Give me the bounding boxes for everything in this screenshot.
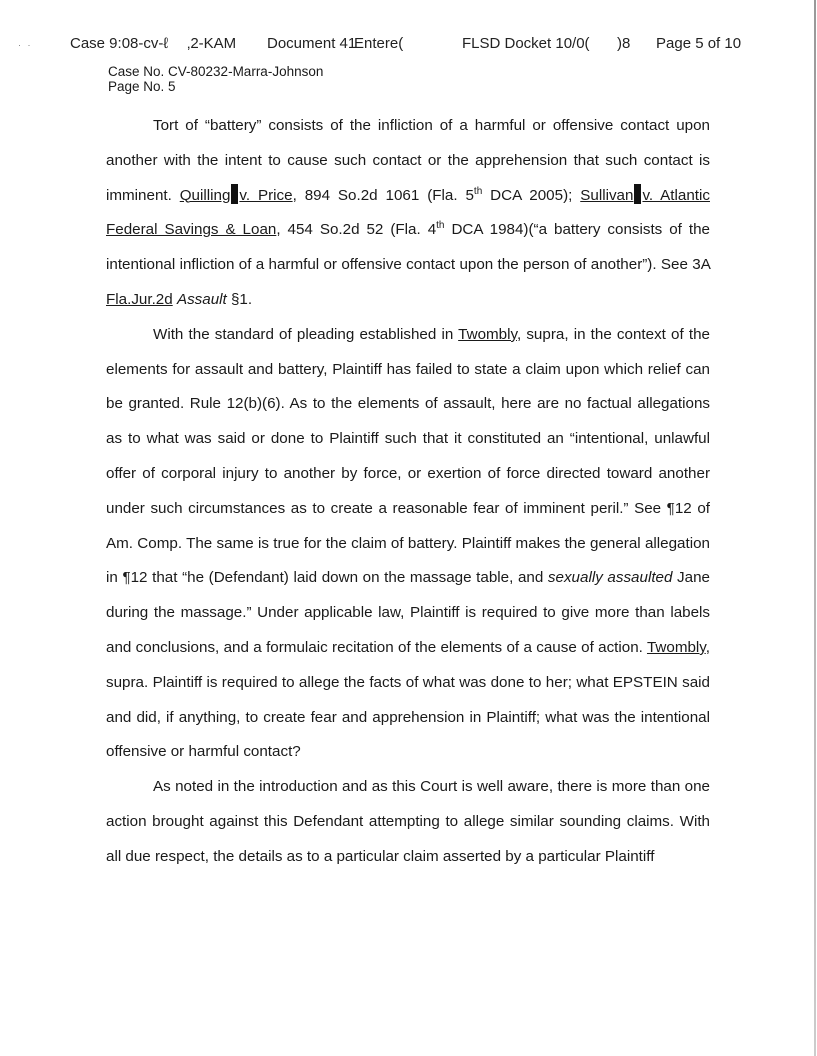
header-case-number: Case 9:08-cv-ℓ (70, 35, 169, 52)
header-entered: Entere( (354, 35, 404, 52)
case-citation-sullivan: Sullivan v. Atlantic Federal Savings & Loan (106, 187, 710, 239)
scan-artifact: · · (18, 40, 33, 50)
redaction-bar (634, 184, 641, 204)
header-document-number: Document 41 (267, 35, 357, 52)
redaction-bar (231, 184, 238, 204)
citation-twombly: Twombly (458, 325, 517, 343)
body-text (106, 109, 710, 875)
header-docket-tail: )8 (617, 35, 631, 52)
citation-assault: Assault (176, 290, 227, 308)
header-docket-date: FLSD Docket 10/0( (462, 35, 590, 52)
paragraph-multiple-actions: As noted in the introduction and as this Court is well aware, there is more than one action brought against this Defendant attempting to allege similar sounding claims. With all due respect, the details as to a particular claim asserted by a particular Plaintiff (106, 778, 710, 865)
paragraph-battery-definition: Tort of “battery” consists of the infliction of a harmful or offensive contact upon another with the intent to cause such contact or the apprehension that such contact is imminent. Quilling v. Price, 894 So.2d 1061 (Fla. 5th DCA 2005); Sullivan v. Atlantic Federal Savings & Loan, 454 So.2d 52 (Fla. 4th DCA 1984)(“a battery consists of the intentional infliction of a harmful or offensive contact upon the person of another”). See 3A Fla.Jur.2d Assault §1. (106, 117, 710, 308)
case-caption (108, 64, 323, 94)
header-case-suffix: ‚2-KAM (187, 35, 237, 52)
scan-edge (814, 0, 816, 1056)
paragraph-pleading-standard: With the standard of pleading established in Twombly, supra, in the context of the elements for assault and battery, Plaintiff has failed to state a claim upon which relief can be granted. Rule 12(b)(6). As to the elements of assault, here are no factual allegations as to what was said or done to Plaintiff such that it constituted an “intentional, unlawful offer of corporal injury to another by force, or exertion of force directed toward another under such circumstances as to create a reasonable fear of imminent peril.” See ¶12 of Am. Comp. The same is true for the claim of battery. Plaintiff makes the general allegation in ¶12 that “he (Defendant) laid down on the massage table, and sexually assaulted Jane during the massage.” Under applicable law, Plaintiff is required to give more than labels and conclusions, and a formulaic recitation of the elements of a cause of action. Twombly, supra. Plaintiff is required to allege the facts of what was done to her; what EPSTEIN said and did, if anything, to create fear and apprehension in Plaintiff; what was the intentional offensive or harmful contact? (106, 325, 710, 761)
case-number: Case No. CV-80232-Marra-Johnson (108, 64, 324, 79)
citation-fla-jur: Fla.Jur.2d (106, 290, 173, 308)
case-citation-quilling: Quilling v. Price (180, 187, 293, 204)
italic-phrase: sexually assaulted (547, 569, 673, 587)
header-page-count: Page 5 of 10 (656, 35, 742, 52)
page-number: Page No. 5 (108, 79, 176, 94)
citation-twombly: Twombly (646, 638, 706, 656)
